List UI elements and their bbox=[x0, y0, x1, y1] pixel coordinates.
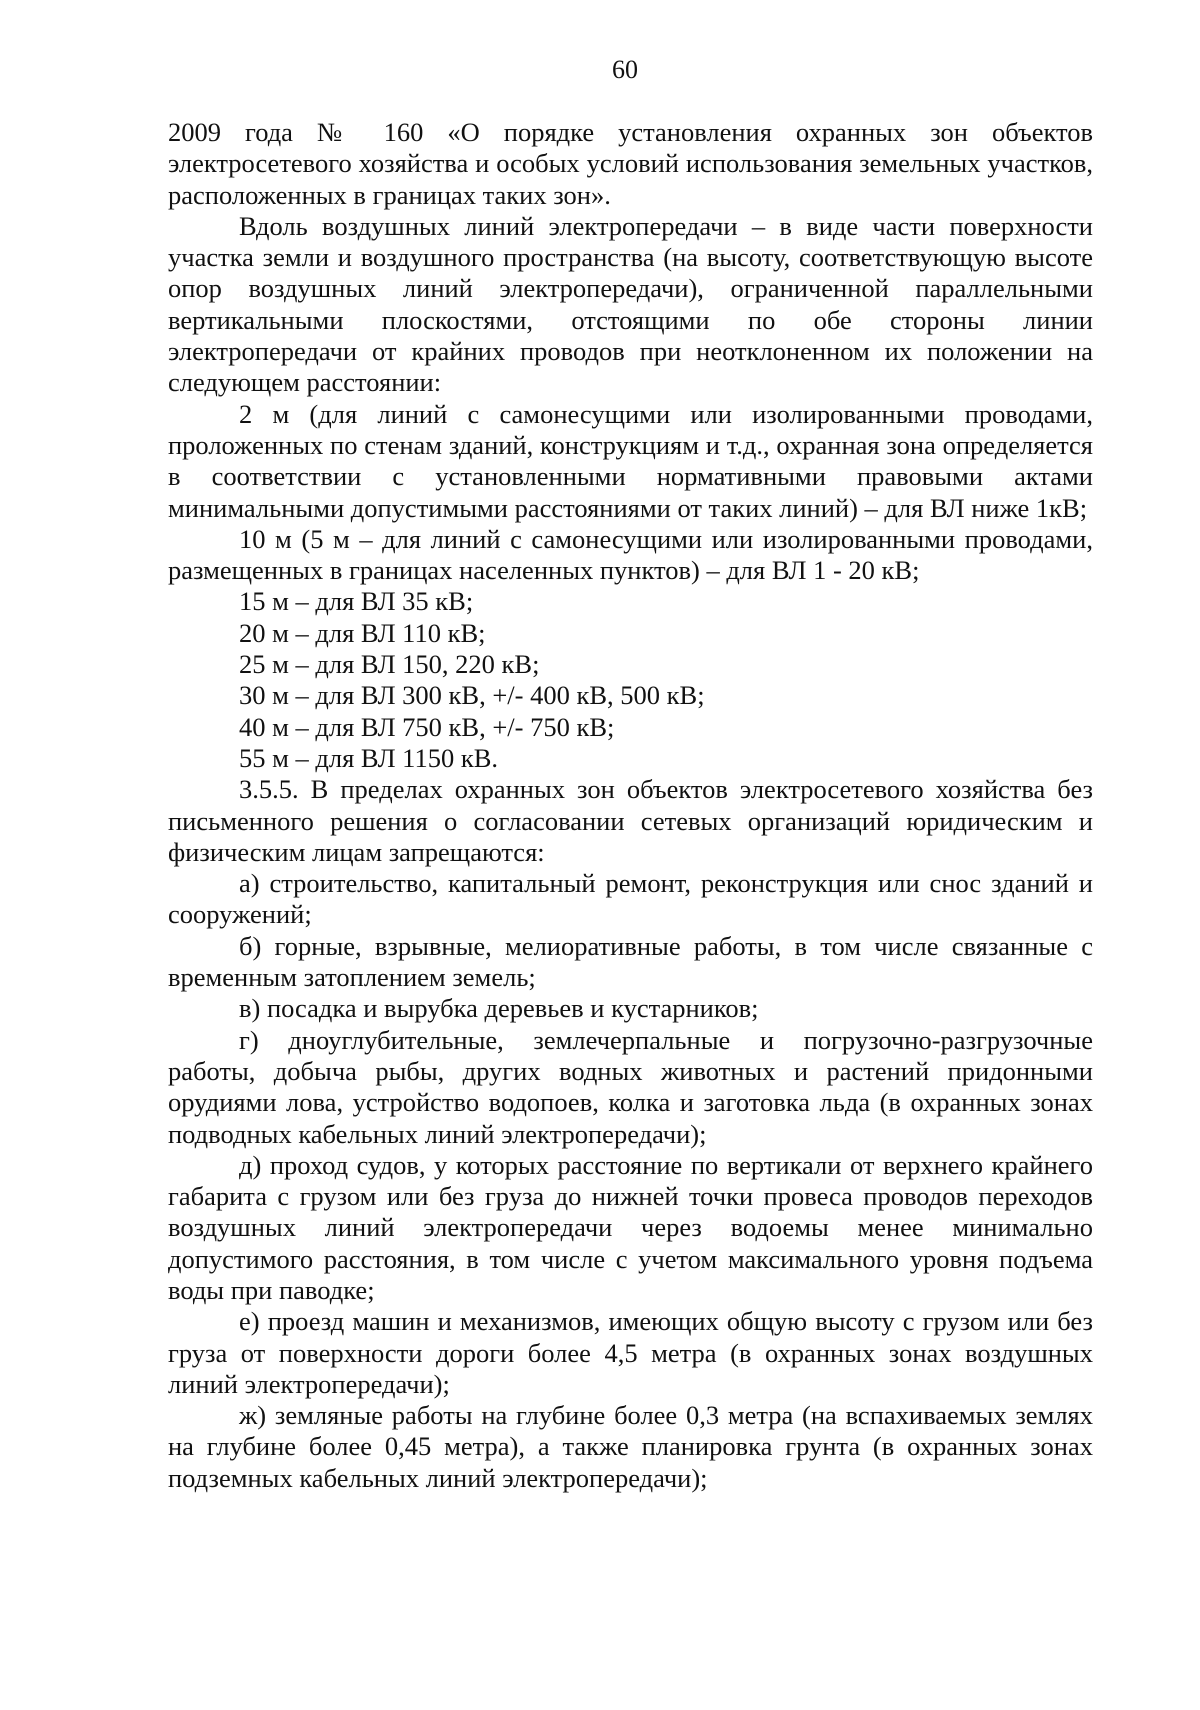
list-item-20m: 20 м – для ВЛ 110 кВ; bbox=[239, 617, 486, 648]
paragraph-distance-2m: 2 м (для линий с самонесущими или изолированными проводами, проложенных по стенам зданий, конструкциям и т.д., охранная зона определяется в соответствии с установленными нормативными правовыми актами минимальными допустимыми расстояниями от таких линий) – для ВЛ ниже 1кВ; bbox=[168, 398, 1093, 523]
prohibition-d: д) проход судов, у которых расстояние по вертикали от верхнего крайнего габарита с грузом или без груза до нижней точки провеса проводов переходов воздушных линий электропередачи через водоемы менее минимально допустимого расстояния, в том числе с учетом максимального уровня подъема воды при паводке; bbox=[168, 1149, 1093, 1305]
prohibition-g: г) дноуглубительные, землечерпальные и погрузочно-разгрузочные работы, добыча рыбы, других водных животных и растений придонными орудиями лова, устройство водопоев, колка и заготовка льда (в охранных зонах подводных кабельных линий электропередачи); bbox=[168, 1024, 1093, 1149]
list-item-30m: 30 м – для ВЛ 300 кВ, +/- 400 кВ, 500 кВ; bbox=[239, 680, 705, 711]
prohibition-v: в) посадка и вырубка деревьев и кустарников; bbox=[239, 993, 759, 1024]
paragraph-continuation: 2009 года № 160 «О порядке установления охранных зон объектов электросетевого хозяйства и особых условий использования земельных участков, расположенных в границах таких зон». bbox=[168, 117, 1093, 210]
prohibition-b: б) горные, взрывные, мелиоративные работы, в том числе связанные с временным затоплением земель; bbox=[168, 930, 1093, 993]
prohibition-a: а) строительство, капитальный ремонт, реконструкция или снос зданий и сооружений; bbox=[168, 868, 1093, 930]
list-item-40m: 40 м – для ВЛ 750 кВ, +/- 750 кВ; bbox=[239, 711, 615, 742]
list-item-55m: 55 м – для ВЛ 1150 кВ. bbox=[239, 742, 498, 773]
paragraph-overhead-lines: Вдоль воздушных линий электропередачи – в виде части поверхности участка земли и воздушного пространства (на высоту, соответствующую высоте опор воздушных линий электропередачи), ограниченной параллельными вертикальными плоскостями, отстоящими по обе стороны линии электропередачи от крайних проводов при неотклоненном их положении на следующем расстоянии: bbox=[168, 210, 1093, 398]
page-number: 60 bbox=[612, 55, 638, 84]
prohibition-zh: ж) земляные работы на глубине более 0,3 метра (на вспахиваемых землях на глубине более 0,45 метра), а также планировка грунта (в охранных зонах подземных кабельных линий электропередачи); bbox=[168, 1400, 1093, 1493]
section-3-5-5: 3.5.5. В пределах охранных зон объектов электросетевого хозяйства без письменного решения о согласовании сетевых организаций юридическим и физическим лицам запрещаются: bbox=[168, 774, 1093, 867]
list-item-25m: 25 м – для ВЛ 150, 220 кВ; bbox=[239, 649, 540, 680]
paragraph-distance-10m: 10 м (5 м – для линий с самонесущими или изолированными проводами, размещенных в границах населенных пунктов) – для ВЛ 1 - 20 кВ; bbox=[168, 523, 1093, 586]
prohibition-e: е) проезд машин и механизмов, имеющих общую высоту с грузом или без груза от поверхности дороги более 4,5 метра (в охранных зонах воздушных линий электропередачи); bbox=[168, 1306, 1093, 1399]
list-item-15m: 15 м – для ВЛ 35 кВ; bbox=[239, 586, 474, 617]
document-body bbox=[168, 117, 1093, 1494]
